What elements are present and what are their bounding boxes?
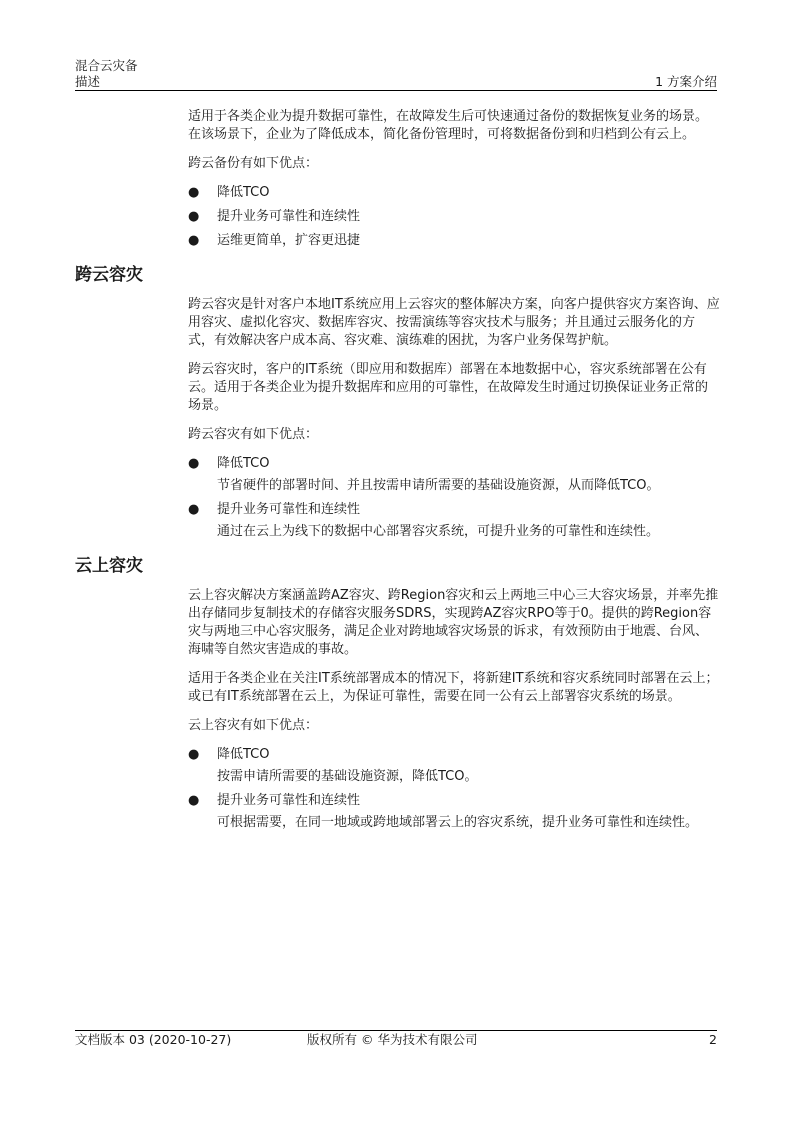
list-item: ● 运维更简单，扩容更迅捷 <box>188 233 361 248</box>
intro-bullet-list <box>188 184 720 250</box>
list-item <box>188 792 720 832</box>
advantages-lead: 跨云容灾有如下优点： <box>188 427 319 442</box>
bullet-icon: ● <box>188 209 200 224</box>
intro-section <box>188 108 720 250</box>
bullet-icon: ● <box>188 747 200 762</box>
advantage-description: 节省硬件的部署时间、并且按需申请所需要的基础设施资源，从而降低TCO。 <box>217 478 660 493</box>
advantages-lead: 云上容灾有如下优点： <box>188 718 319 733</box>
advantage-title: 提升业务可靠性和连续性 <box>217 502 361 517</box>
section-paragraph: 适用于各类企业在关注IT系统部署成本的情况下，将新建IT系统和容灾系统同时部署在云上；或已有IT系统部署在云上，为保证可靠性，需要在同一公有云上部署容灾系统的场景。 <box>188 671 719 704</box>
doc-title-line1: 混合云灾备 <box>75 58 138 73</box>
section-paragraph: 云上容灾解决方案涵盖跨AZ容灾、跨Region容灾和云上两地三中心三大容灾场景，并率先推出存储同步复制技术的存储容灾服务SDRS，实现跨AZ容灾RPO等于0。提供的跨Region容灾与两地三中心容灾服务，满足企业对跨地域容灾场景的诉求，有效预防由于地震、台风、海啸等自然灾害造成的事故。 <box>188 588 719 657</box>
list-item <box>188 746 720 786</box>
section-paragraph: 跨云容灾时，客户的IT系统（即应用和数据库）部署在本地数据中心，容灾系统部署在公有云。适用于各类企业为提升数据库和应用的可靠性，在故障发生时通过切换保证业务正常的场景。 <box>188 362 709 413</box>
doc-title-line2: 描述 <box>75 74 101 89</box>
page-number: 2 <box>709 1032 717 1047</box>
bullet-icon: ● <box>188 456 200 471</box>
running-header-title <box>75 58 138 90</box>
advantages-list <box>188 455 720 541</box>
running-header-chapter: 1 方案介绍 <box>655 74 717 89</box>
bullet-icon: ● <box>188 793 200 808</box>
list-item: ● 提升业务可靠性和连续性 <box>188 209 361 224</box>
advantage-description: 可根据需要，在同一地域或跨地域部署云上的容灾系统，提升业务可靠性和连续性。 <box>217 815 699 830</box>
advantage-description: 按需申请所需要的基础设施资源，降低TCO。 <box>217 769 478 784</box>
intro-paragraph: 适用于各类企业为提升数据可靠性，在故障发生后可快速通过备份的数据恢复业务的场景。在该场景下，企业为了降低成本，简化备份管理时，可将数据备份到和归档到公有云上。 <box>188 109 709 142</box>
bullet-icon: ● <box>188 502 200 517</box>
list-item <box>188 455 720 495</box>
advantage-title: 降低TCO <box>217 747 270 762</box>
list-item: ● 降低TCO <box>188 185 270 200</box>
section-heading-cross-cloud-dr: 跨云容灾 <box>75 265 143 285</box>
cloud-dr-section <box>75 555 720 832</box>
header-divider <box>75 90 717 91</box>
bullet-icon: ● <box>188 185 200 200</box>
page-body <box>75 108 720 838</box>
copyright-notice: 版权所有 © 华为技术有限公司 <box>307 1032 478 1047</box>
intro-advantages-lead: 跨云备份有如下优点： <box>188 156 319 171</box>
doc-version: 文档版本 03 (2020-10-27) <box>75 1032 232 1047</box>
bullet-icon: ● <box>188 233 200 248</box>
advantage-title: 提升业务可靠性和连续性 <box>217 793 361 808</box>
cross-cloud-dr-section <box>75 264 720 541</box>
list-item <box>188 501 720 541</box>
advantage-title: 降低TCO <box>217 456 270 471</box>
section-paragraph: 跨云容灾是针对客户本地IT系统应用上云容灾的整体解决方案，向客户提供容灾方案咨询、应用容灾、虚拟化容灾、数据库容灾、按需演练等容灾技术与服务；并且通过云服务化的方式，有效解决客户成本高、容灾难、演练难的困扰，为客户业务保驾护航。 <box>188 297 720 348</box>
footer-divider <box>75 1030 717 1031</box>
section-heading-cloud-dr: 云上容灾 <box>75 556 143 576</box>
advantages-list <box>188 746 720 832</box>
advantage-description: 通过在云上为线下的数据中心部署容灾系统，可提升业务的可靠性和连续性。 <box>217 524 660 539</box>
